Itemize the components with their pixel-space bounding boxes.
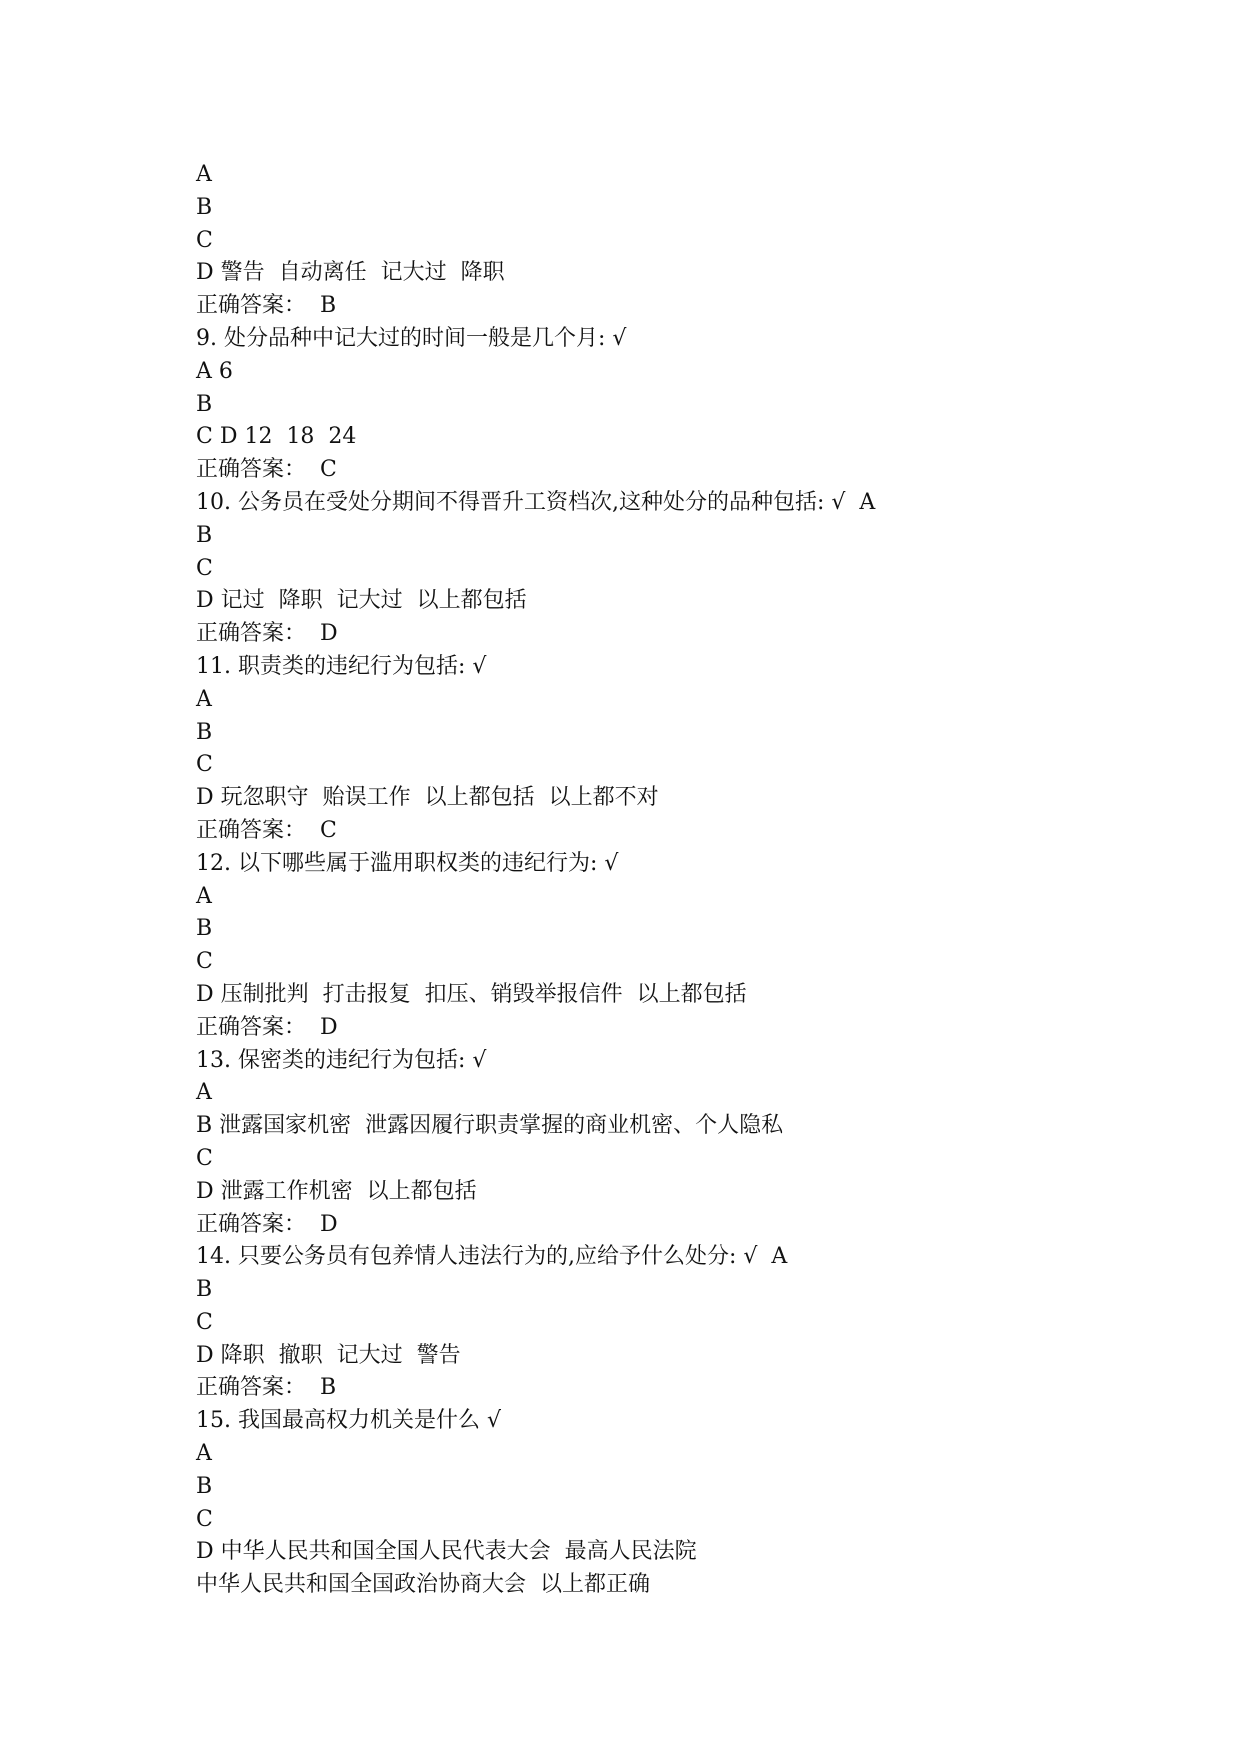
text-line: B bbox=[196, 522, 213, 548]
question-10: 10. 公务员在受处分期间不得晋升工资档次,这种处分的品种包括: √ A bbox=[196, 489, 876, 515]
answer-line: 正确答案： D bbox=[196, 1211, 338, 1237]
text-line: A bbox=[196, 883, 212, 909]
text-line: B bbox=[196, 719, 213, 745]
question-9: 9. 处分品种中记大过的时间一般是几个月: √ bbox=[196, 325, 627, 351]
text-line: A bbox=[196, 686, 212, 712]
option-d-line: D 记过 降职 记大过 以上都包括 bbox=[196, 588, 527, 614]
option-d-line: D 中华人民共和国全国人民代表大会 最高人民法院 bbox=[196, 1539, 697, 1565]
option-d-line: D 玩忽职守 贻误工作 以上都包括 以上都不对 bbox=[196, 785, 659, 811]
option-d-line: D 泄露工作机密 以上都包括 bbox=[196, 1178, 477, 1204]
answer-line: 正确答案： C bbox=[196, 457, 337, 483]
answer-line: 正确答案： C bbox=[196, 817, 337, 843]
text-line: B bbox=[196, 1277, 213, 1303]
answer-line: 正确答案： D bbox=[196, 621, 338, 647]
option-b-line: B 泄露国家机密 泄露因履行职责掌握的商业机密、个人隐私 bbox=[196, 1113, 784, 1139]
text-line: A bbox=[196, 162, 212, 187]
text-line: B bbox=[196, 1473, 213, 1499]
text-line: 中华人民共和国全国政治协商大会 以上都正确 bbox=[196, 1572, 650, 1598]
text-line: B bbox=[196, 391, 213, 417]
text-line: A bbox=[196, 1441, 212, 1467]
text-line: C bbox=[196, 1506, 213, 1532]
text-line: B bbox=[196, 916, 213, 942]
text-line: C bbox=[196, 555, 213, 581]
option-d-line: D 降职 撤职 记大过 警告 bbox=[196, 1342, 461, 1368]
text-line: A 6 bbox=[196, 358, 233, 384]
text-line: C bbox=[196, 949, 213, 975]
text-line: C bbox=[196, 227, 213, 253]
question-13: 13. 保密类的违纪行为包括: √ bbox=[196, 1047, 487, 1073]
question-12: 12. 以下哪些属于滥用职权类的违纪行为: √ bbox=[196, 850, 619, 876]
text-line: B bbox=[196, 194, 213, 220]
answer-line: 正确答案： B bbox=[196, 1375, 337, 1401]
question-15: 15. 我国最高权力机关是什么 √ bbox=[196, 1408, 501, 1434]
text-line: C bbox=[196, 1145, 213, 1171]
option-d-line: D 警告 自动离任 记大过 降职 bbox=[196, 260, 505, 286]
text-line: C bbox=[196, 752, 213, 778]
option-d-line: D 压制批判 打击报复 扣压、销毁举报信件 以上都包括 bbox=[196, 981, 747, 1007]
question-14: 14. 只要公务员有包养情人违法行为的,应给予什么处分: √ A bbox=[196, 1244, 788, 1270]
option-d-line: C D 12 18 24 bbox=[196, 424, 357, 450]
text-line: C bbox=[196, 1309, 213, 1335]
question-11: 11. 职责类的违纪行为包括: √ bbox=[196, 653, 487, 679]
document-page bbox=[196, 159, 1176, 1602]
text-line: A bbox=[196, 1080, 212, 1106]
answer-line: 正确答案： D bbox=[196, 1014, 338, 1040]
answer-line: 正确答案： B bbox=[196, 293, 337, 319]
